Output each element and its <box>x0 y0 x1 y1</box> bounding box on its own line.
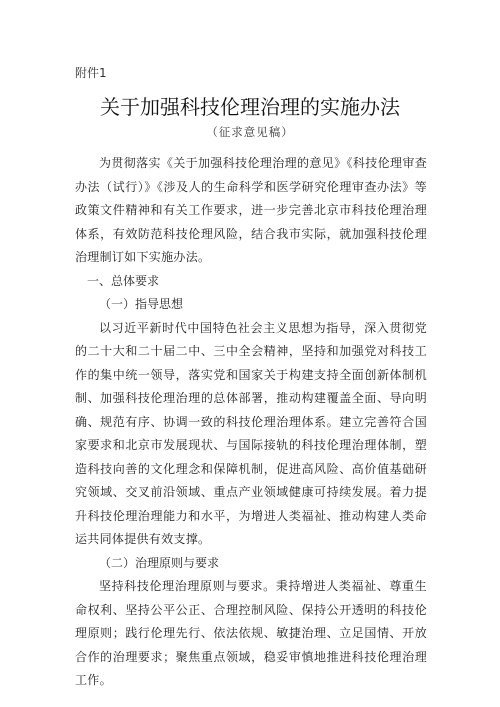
subsection-heading-guiding-ideology: （一）指导思想 <box>99 297 184 311</box>
attachment-label: 附件1 <box>75 66 107 80</box>
document-subtitle: （征求意见稿） <box>206 125 294 139</box>
intro-paragraph: 为贯彻落实《关于加强科技伦理治理的意见》《科技伦理审查办法（试行）》《涉及人的生命科学和医学研究伦理审查办法》等政策文件精神和有关工作要求，进一步完善北京市科技伦理治理体系，有效防范科技伦理风险，结合我市实际，就加强科技伦理治理制订如下实施办法。 <box>75 156 427 264</box>
guiding-ideology-paragraph: 以习近平新时代中国特色社会主义思想为指导，深入贯彻党的二十大和二十届二中、三中全会精神，坚持和加强党对科技工作的集中统一领导，落实党和国家关于构建支持全面创新体制机制、加强科技伦理治理的总体部署，推动构建覆盖全面、导向明确、规范有序、协调一致的科技伦理治理体系。建立完善符合国家要求和北京市发展现状、与国际接轨的科技伦理治理体制，塑造科技向善的文化理念和保障机制，促进高风险、高价值基础研究领域、交叉前沿领域、重点产业领域健康可持续发展。着力提升科技伦理治理能力和水平，为增进人类福祉、推动构建人类命运共同体提供有效支撑。 <box>75 320 427 546</box>
section-heading-general-requirements: 一、总体要求 <box>87 273 160 288</box>
governance-principles-paragraph: 坚持科技伦理治理原则与要求。秉持增进人类福祉、尊重生命权利、坚持公平公正、合理控制风险、保持公开透明的科技伦理原则；践行伦理先行、依法依规、敏捷治理、立足国情、开放合作的治理要求；聚焦重点领域，稳妥审慎地推进科技伦理治理工作。 <box>75 579 427 687</box>
document-body <box>75 152 427 693</box>
subsection-heading-governance-principles: （二）治理原则与要求 <box>99 555 220 570</box>
document-title: 关于加强科技伦理治理的实施办法 <box>100 95 400 119</box>
